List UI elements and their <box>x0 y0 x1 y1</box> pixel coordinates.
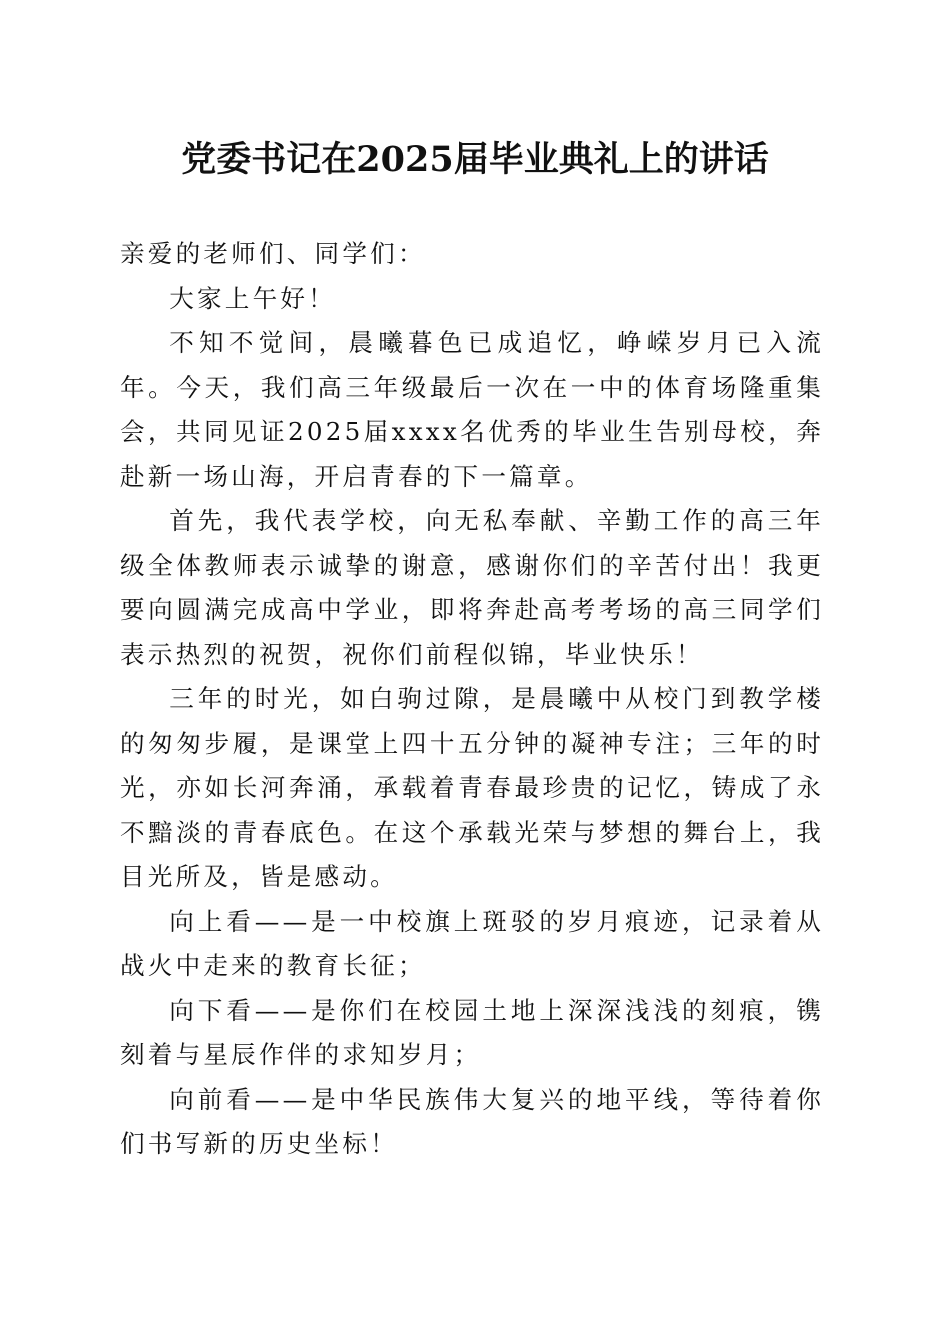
paragraph-opening: 不知不觉间，晨曦暮色已成追忆，峥嵘岁月已入流年。今天，我们高三年级最后一次在一中的体育场隆重集会，共同见证2025届xxxx名优秀的毕业生告别母校，奔赴新一场山海，开启青春的下一篇章。 <box>120 328 824 491</box>
paragraph-look-down: 向下看——是你们在校园土地上深深浅浅的刻痕，镌刻着与星辰作伴的求知岁月； <box>120 995 824 1069</box>
paragraph-look-up: 向上看——是一中校旗上斑驳的岁月痕迹，记录着从战火中走来的教育长征； <box>120 906 824 980</box>
paragraph-thanks: 首先，我代表学校，向无私奉献、辛勤工作的高三年级全体教师表示诚挚的谢意，感谢你们的辛苦付出！我更要向圆满完成高中学业，即将奔赴高考考场的高三同学们表示热烈的祝贺，祝你们前程似锦，毕业快乐！ <box>120 506 824 669</box>
salutation: 亲爱的老师们、同学们： <box>120 239 426 268</box>
paragraph-greeting: 大家上午好！ <box>169 283 336 313</box>
document-title: 党委书记在2025届毕业典礼上的讲话 <box>181 139 769 180</box>
paragraph-three-years: 三年的时光，如白驹过隙，是晨曦中从校门到教学楼的匆匆步履，是课堂上四十五分钟的凝神专注；三年的时光，亦如长河奔涌，承载着青春最珍贵的记忆，铸成了永不黯淡的青春底色。在这个承载光荣与梦想的舞台上，我目光所及，皆是感动。 <box>120 684 824 891</box>
document-body <box>120 232 824 1167</box>
paragraph-look-forward: 向前看——是中华民族伟大复兴的地平线，等待着你们书写新的历史坐标！ <box>120 1084 824 1158</box>
